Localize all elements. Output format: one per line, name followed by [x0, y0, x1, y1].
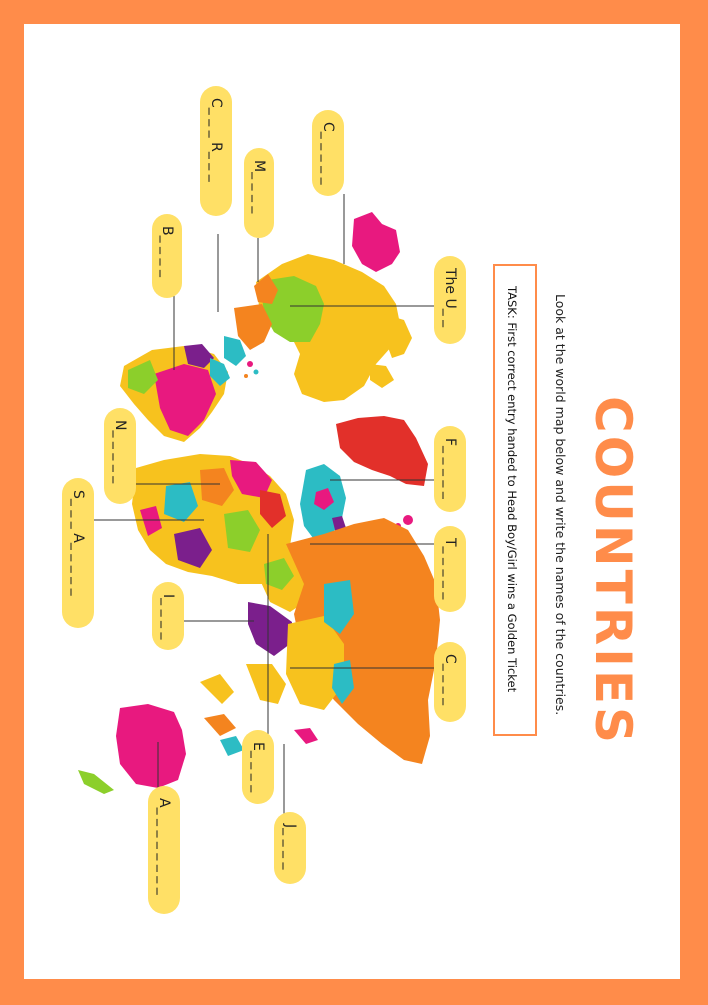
- instructions-text: Look at the world map below and write the names of the countries.: [553, 294, 568, 716]
- label-pill-e: E_ _ _ _: [242, 730, 274, 804]
- label-pill-i: I_ _ _ _: [152, 582, 184, 650]
- label-pill-f: F_ _ _ _ _: [434, 426, 466, 512]
- label-pill-j: J_ _ _ _: [274, 812, 306, 884]
- indonesia-2-shape: [204, 714, 236, 736]
- label-pill-n: N_ _ _ _ _: [104, 408, 136, 504]
- page-title: COUNTRIES: [584, 396, 642, 747]
- indonesia-3-shape: [220, 736, 244, 756]
- indonesia-shape: [200, 674, 234, 704]
- label-pill-c-bottom: C_ _ _ _: [434, 642, 466, 722]
- label-pill-c-top: C_ _ _ _ _: [312, 110, 344, 196]
- label-pill-a: A_ _ _ _ _ _ _ _: [148, 786, 180, 914]
- russia-shape: [336, 416, 428, 486]
- label-pill-b: B_ _ _ _: [152, 214, 182, 298]
- label-pill-m: M_ _ _ _: [244, 148, 274, 238]
- arctic-islands-2-shape: [370, 364, 394, 388]
- japan-shape: [294, 728, 318, 744]
- greenland-shape: [352, 212, 400, 272]
- nz-shape: [78, 770, 114, 794]
- arctic-islands-shape: [384, 314, 412, 358]
- worksheet-page: [24, 24, 680, 979]
- india-shape: [248, 602, 292, 656]
- task-text: TASK: First correct entry handed to Head Boy/Girl wins a Golden Ticket: [505, 286, 519, 693]
- label-pill-the-u: The U_ _: [434, 256, 466, 344]
- label-pill-t: T_ _ _ _ _: [434, 526, 466, 612]
- label-pill-c-r: C_ _ _ R_ _ _: [200, 86, 232, 216]
- australia-shape: [116, 704, 186, 788]
- label-pill-s-a: S_ _ _ A_ _ _ _ _: [62, 478, 94, 628]
- se-asia-shape: [246, 664, 286, 704]
